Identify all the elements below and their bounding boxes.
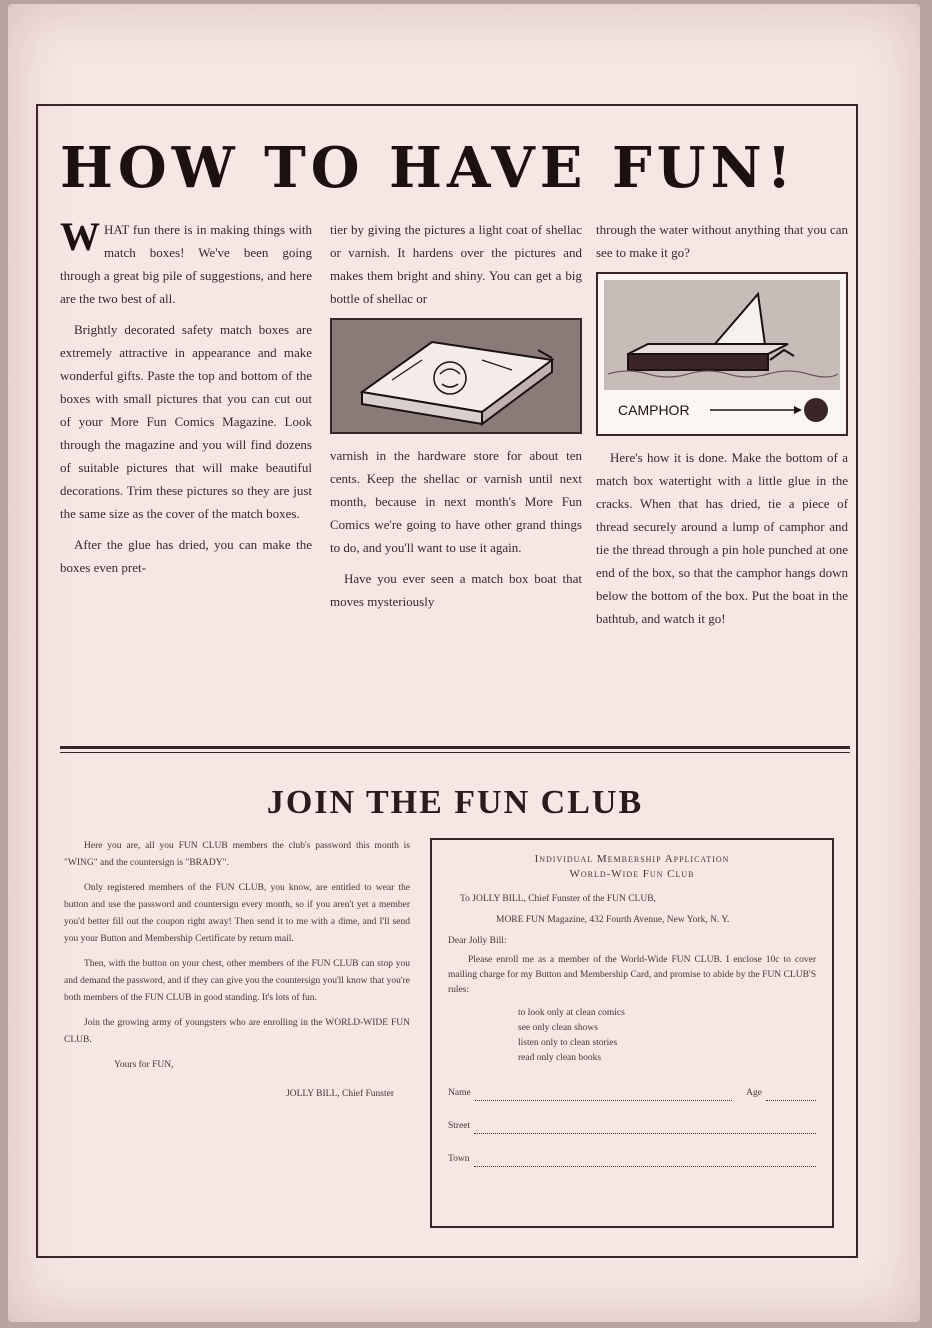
street-field[interactable] bbox=[474, 1121, 816, 1134]
club-rule: read only clean books bbox=[518, 1053, 602, 1063]
headline: HOW TO HAVE FUN! bbox=[60, 135, 797, 201]
article-column-1 bbox=[60, 214, 312, 587]
street-label: Street bbox=[448, 1121, 471, 1131]
club-rule: listen only to clean stories bbox=[518, 1038, 618, 1048]
name-field-row bbox=[448, 1086, 816, 1101]
club-rules-list bbox=[518, 1006, 816, 1066]
club-paragraph: Join the growing army of youngsters who are enrolling in the WORLD-WIDE FUN CLUB. bbox=[64, 1018, 410, 1045]
form-subheading: World-Wide Fun Club bbox=[569, 868, 695, 880]
section-divider-thin bbox=[60, 752, 850, 753]
matchbox-illustration bbox=[330, 318, 582, 434]
form-address-line-1: To JOLLY BILL, Chief Funster of the FUN CLUB, bbox=[460, 894, 656, 904]
matchbox-boat-drawing bbox=[598, 274, 846, 434]
age-label: Age bbox=[746, 1088, 762, 1098]
street-field-row bbox=[448, 1119, 816, 1134]
article-paragraph: tier by giving the pictures a light coat of shellac or varnish. It hardens over the pictures and makes them bright and shiny. You can get a big bottle of shellac or bbox=[330, 222, 582, 306]
town-label: Town bbox=[448, 1154, 470, 1164]
article-column-2 bbox=[330, 218, 582, 621]
camphor-boat-illustration bbox=[596, 272, 848, 436]
article-columns bbox=[60, 214, 848, 718]
form-body: Please enroll me as a member of the World-Wide FUN CLUB. I enclose 10c to cover mailing charge for my Button and Membership Card, and promise to abide by the FUN CLUB'S rules: bbox=[448, 955, 816, 995]
form-heading: Individual Membership Application bbox=[534, 853, 730, 865]
article-paragraph: varnish in the hardware store for about ten cents. Keep the shellac or varnish until next month, because in next month's More Fun Comics we're going to have other grand things to do, and you'll want to use it again. bbox=[330, 448, 582, 555]
camphor-label: CAMPHOR bbox=[618, 402, 690, 418]
article-paragraph: Here's how it is done. Make the bottom of a match box watertight with a little glue in the cracks. When that has dried, tie a piece of thread securely around a lump of camphor and tie the thread through a pin hole punched at one end of the box, so that the camphor hangs down below the bottom of the box. Put the boat in the bathtub, and watch it go! bbox=[596, 450, 848, 626]
drop-cap: W bbox=[60, 214, 100, 259]
article-column-3 bbox=[596, 218, 848, 638]
club-paragraph: Then, with the button on your chest, other members of the FUN CLUB can stop you and demand the password, and if they can give you the countersign you'll know that you're both members of the FUN CLUB in good standing. It's lots of fun. bbox=[64, 959, 410, 1003]
town-field[interactable] bbox=[474, 1154, 816, 1167]
membership-application-form bbox=[430, 838, 834, 1228]
article-paragraph: through the water without anything that you can see to make it go? bbox=[596, 222, 848, 260]
section-divider bbox=[60, 746, 850, 749]
decorated-matchbox-drawing bbox=[332, 320, 580, 432]
club-rule: to look only at clean comics bbox=[518, 1008, 625, 1018]
club-signature: JOLLY BILL, Chief Funster bbox=[286, 1089, 394, 1099]
fun-club-announcement bbox=[64, 838, 410, 1111]
age-field[interactable] bbox=[766, 1088, 816, 1101]
club-closing: Yours for FUN, bbox=[114, 1060, 174, 1070]
fun-club-title: JOIN THE FUN CLUB bbox=[266, 784, 644, 821]
article-paragraph: Have you ever seen a match box boat that moves mysteriously bbox=[330, 571, 582, 609]
article-paragraph: WHAT fun there is in making things with match boxes! We've been going through a great big pile of suggestions, and here are the two best of all. bbox=[60, 214, 312, 306]
article-paragraph: Brightly decorated safety match boxes are extremely attractive in appearance and make wonderful gifts. Paste the top and bottom of the boxes with small pictures that you can cut out of your More Fun Comics Magazine. Look through the magazine and you will find dozens of suitable pictures that will make beautiful decorations. Trim these pictures so they are just the same size as the cover of the match boxes. bbox=[60, 322, 312, 521]
club-paragraph: Here you are, all you FUN CLUB members the club's password this month is "WING" and the countersign is "BRADY". bbox=[64, 841, 410, 868]
form-salutation: Dear Jolly Bill: bbox=[448, 936, 507, 946]
town-field-row bbox=[448, 1152, 816, 1167]
club-rule: see only clean shows bbox=[518, 1023, 598, 1033]
club-paragraph: Only registered members of the FUN CLUB, you know, are entitled to wear the button and use the password and countersign every month, so if you aren't yet a member you'd better fill out the coupon right away! Then send it to me with a dime, and I'll send you your Button and Membership Certificate by return mail. bbox=[64, 883, 410, 944]
name-label: Name bbox=[448, 1088, 471, 1098]
form-address-line-2: MORE FUN Magazine, 432 Fourth Avenue, New York, N. Y. bbox=[496, 915, 730, 925]
article-paragraph: After the glue has dried, you can make the boxes even pret- bbox=[60, 537, 312, 575]
name-field[interactable] bbox=[475, 1088, 732, 1101]
